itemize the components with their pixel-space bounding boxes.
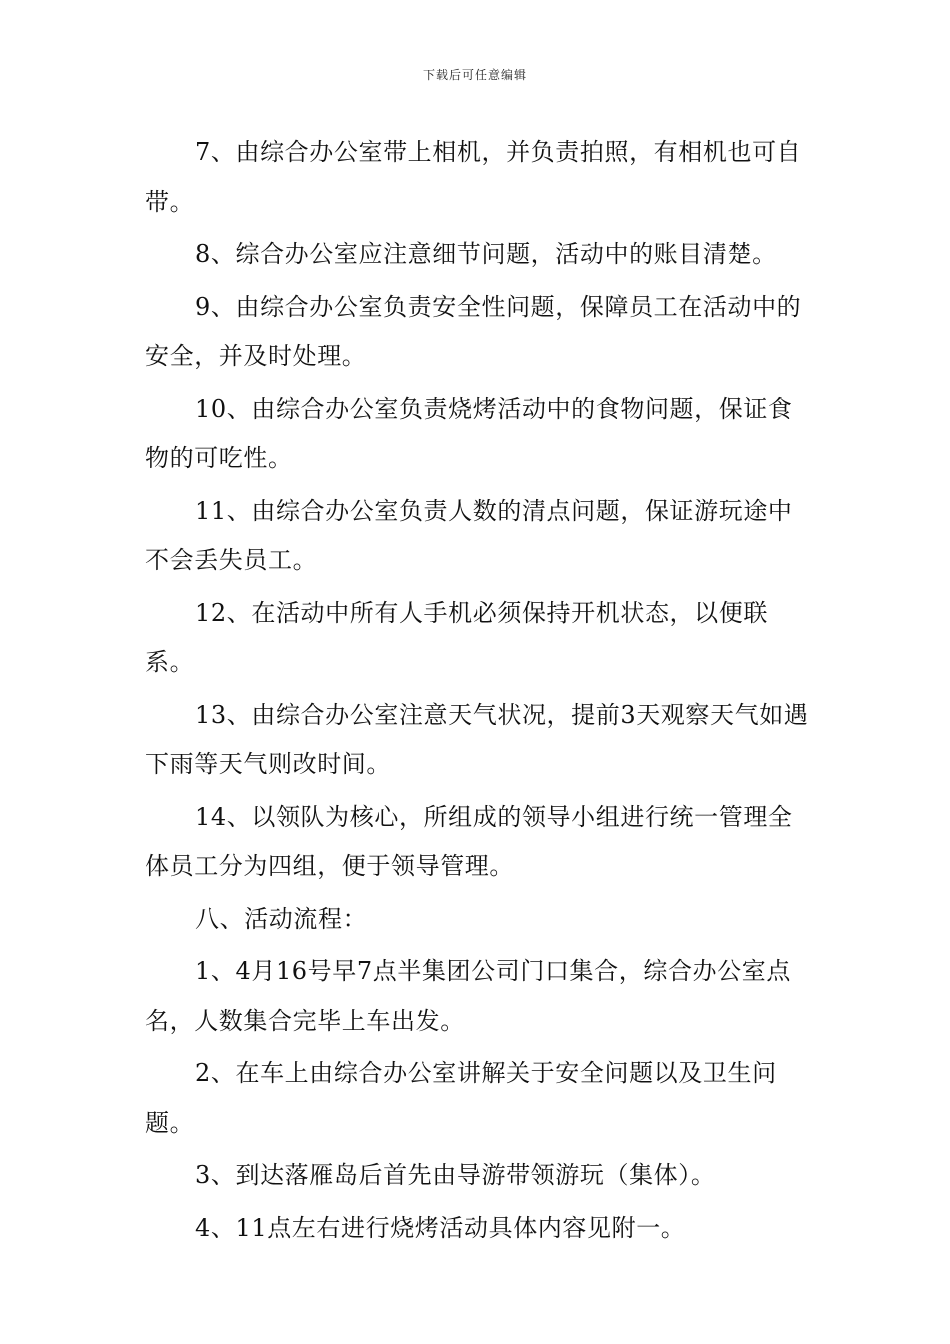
paragraph-item-9: 9、由综合办公室负责安全性问题，保障员工在活动中的安全，并及时处理。 xyxy=(145,292,802,370)
paragraph-item-11: 11、由综合办公室负责人数的清点问题，保证游玩途中不会丢失员工。 xyxy=(145,496,793,574)
section-heading-activity-flow: 八、活动流程： xyxy=(195,904,368,933)
flow-step-2: 2、在车上由综合办公室讲解关于安全问题以及卫生问题。 xyxy=(145,1059,777,1137)
paragraph-item-14: 14、以领队为核心，所组成的领导小组进行统一管理全体员工分为四组，便于领导管理。 xyxy=(145,802,793,880)
flow-step-3: 3、到达落雁岛后首先由导游带领游玩（集体）。 xyxy=(195,1161,716,1189)
paragraph-item-10: 10、由综合办公室负责烧烤活动中的食物问题，保证食物的可吃性。 xyxy=(145,394,793,472)
paragraph-item-8: 8、综合办公室应注意细节问题，活动中的账目清楚。 xyxy=(195,240,777,268)
flow-step-4: 4、11点左右进行烧烤活动具体内容见附一。 xyxy=(195,1213,686,1242)
document-body xyxy=(145,128,810,1256)
paragraph-item-13: 13、由综合办公室注意天气状况，提前3天观察天气如遇下雨等天气则改时间。 xyxy=(145,700,809,778)
flow-step-1: 1、4月16号早7点半集团公司门口集合，综合办公室点名，人数集合完毕上车出发。 xyxy=(145,957,791,1035)
paragraph-item-7: 7、由综合办公室带上相机，并负责拍照，有相机也可自带。 xyxy=(145,138,802,216)
paragraph-item-12: 12、在活动中所有人手机必须保持开机状态，以便联系。 xyxy=(145,598,768,676)
page-header: 下载后可任意编辑 xyxy=(422,68,527,82)
